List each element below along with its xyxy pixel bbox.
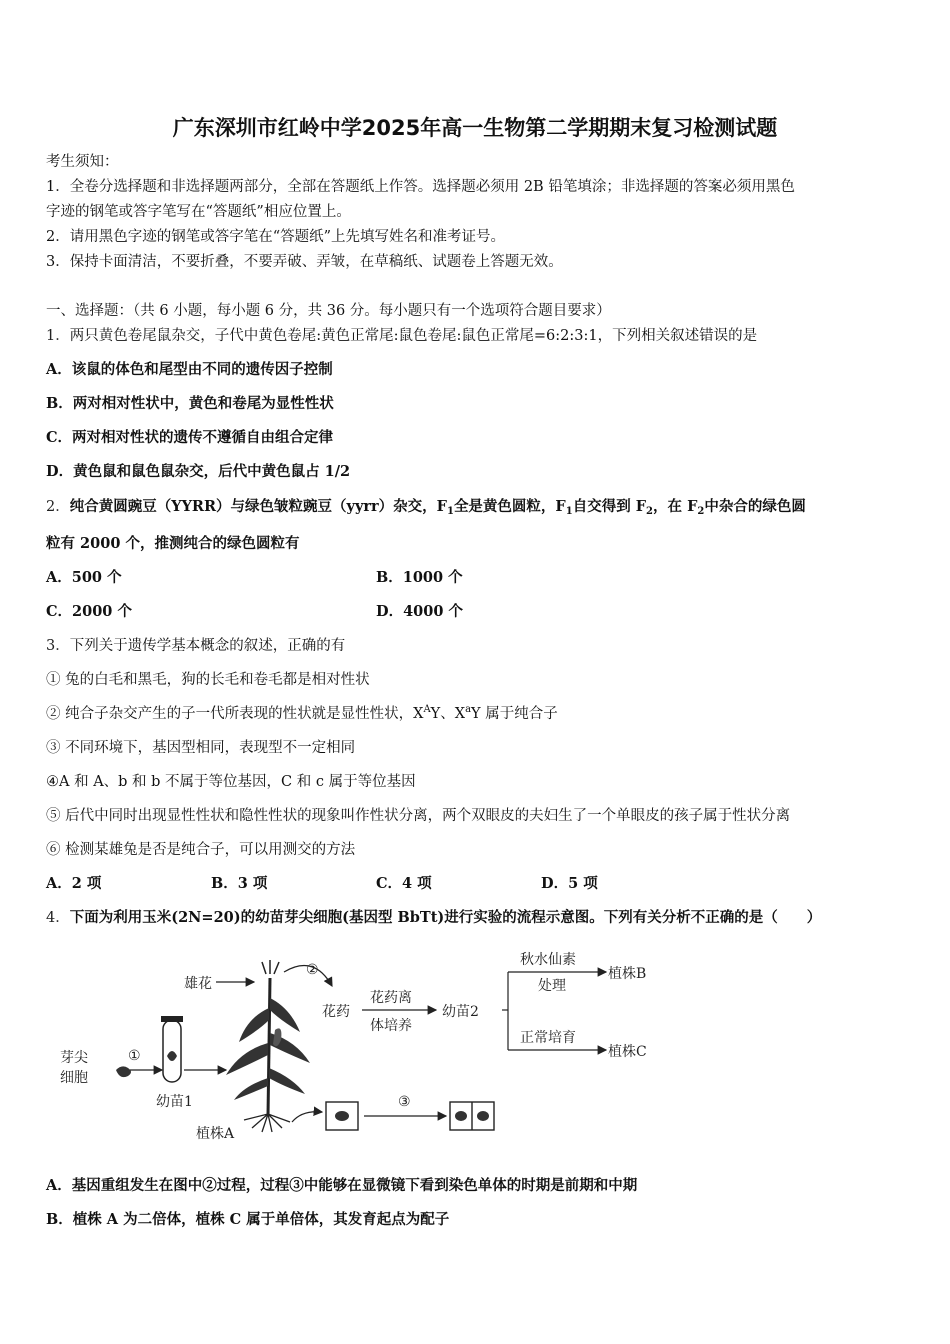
question-1-option-c: C．两对相对性状的遗传不遵循自由组合定律 [46,429,334,446]
question-text: 纯合黄圆豌豆（YYRR）与绿色皱粒豌豆（yyrr）杂交，F [69,498,447,515]
question-2-option-b: B．1000 个 [376,569,463,586]
notice-item-3: 3．保持卡面清洁，不要折叠，不要弄破、弄皱，在草稿纸、试题卷上答题无效。 [46,254,563,270]
question-text: 自交得到 F [572,498,647,515]
question-2-stem [46,497,806,517]
colchicine-label-1: 秋水仙素 [520,952,576,968]
bud-cell-label-1: 芽尖 [60,1050,88,1066]
plant-c-label: 植株C [608,1044,647,1060]
question-number: 1． [46,328,70,344]
notice-item-2: 2．请用黑色字迹的钢笔或答字笔在“答题纸”上先填写姓名和准考证号。 [46,229,506,245]
question-number: 3． [46,638,70,654]
corn-plant-icon [226,960,310,1132]
subscript: 2 [697,506,705,517]
notice-heading: 考生须知： [46,154,119,170]
step-1-label: ① [128,1048,141,1064]
question-1-option-d: D．黄色鼠和鼠色鼠杂交，后代中黄色鼠占 1/2 [46,463,351,480]
step-3-label: ③ [398,1094,411,1110]
notice-item-1-line2: 字迹的钢笔或答字笔写在“答题纸”相应位置上。 [46,204,351,220]
statement-text: ② 纯合子杂交产生的子一代所表现的性状就是显性性状，X [46,706,424,722]
question-3-option-a: A．2 项 [46,875,102,892]
subscript: 1 [565,506,573,517]
bud-cell-shape [116,1066,131,1077]
question-1-option-b: B．两对相对性状中，黄色和卷尾为显性性状 [46,395,334,412]
seedling-2-label: 幼苗2 [442,1004,479,1020]
statement-1: ① 兔的白毛和黑毛，狗的长毛和卷毛都是相对性状 [46,672,370,688]
question-text: 下列关于遗传学基本概念的叙述，正确的有 [69,638,346,654]
question-number: 4． [46,910,70,926]
question-4-stem [46,908,821,928]
question-2-option-d: D．4000 个 [376,603,463,620]
plant-b-label: 植株B [608,966,647,982]
question-3-option-c: C．4 项 [376,875,432,892]
question-2-option-c: C．2000 个 [46,603,132,620]
question-1-option-a: A．该鼠的体色和尾型由不同的遗传因子控制 [46,361,333,378]
flow-diagram [46,938,716,1148]
subscript: 1 [446,506,454,517]
question-text: 中杂合的绿色圆 [704,498,806,515]
question-1-stem [46,326,757,346]
question-2-stem-line2: 粒有 2000 个，推测纯合的绿色圆粒有 [46,535,300,552]
page-title: 广东深圳市红岭中学2025年高一生物第二学期期末复习检测试题 [172,116,778,140]
question-2-option-a: A．500 个 [46,569,122,586]
normal-culture-label: 正常培育 [520,1030,576,1046]
colchicine-label-2: 处理 [538,978,566,994]
statement-2 [46,704,558,724]
statement-text: Y、X [430,706,466,722]
question-4-option-b: B．植株 A 为二倍体，植株 C 属于单倍体，其发育起点为配子 [46,1211,450,1228]
section-heading: 一、选择题：（共 6 小题，每小题 6 分，共 36 分。每小题只有一个选项符合题目要求） [46,303,611,319]
anther-culture-label-2: 体培养 [370,1018,412,1034]
question-3-option-d: D．5 项 [541,875,598,892]
superscript: a [465,704,472,715]
subscript: 2 [646,506,654,517]
anther-label: 花药 [322,1004,350,1020]
question-text: 全是黄色圆粒，F [453,498,566,515]
plant-a-label: 植株A [196,1126,235,1142]
question-text: 下面为利用玉米(2N=20)的幼苗芽尖细胞(基因型 BbTt)进行实验的流程示意图。下列有关分析不正确的是（ ） [69,909,822,926]
male-flower-label: 雄花 [184,976,212,992]
seedling-1-label: 幼苗1 [156,1094,193,1110]
statement-5: ⑤ 后代中同时出现显性性状和隐性性状的现象叫作性状分离，两个双眼皮的夫妇生了一个单眼皮的孩子属于性状分离 [46,808,791,824]
cell-nucleus [335,1111,349,1121]
statement-3: ③ 不同环境下，基因型相同，表现型不一定相同 [46,740,356,756]
superscript: A [423,704,431,715]
divided-cells-icon [450,1102,494,1130]
arrow-root-to-cell [292,1112,322,1122]
test-tube-cap [161,1016,183,1022]
question-text: ，在 F [653,498,698,515]
anther-culture-label-1: 花药离 [370,990,412,1006]
question-number: 2． [46,499,70,515]
statement-6: ⑥ 检测某雄兔是否是纯合子，可以用测交的方法 [46,842,356,858]
bud-cell-label-2: 细胞 [60,1070,88,1086]
statement-4: ④A 和 A、b 和 b 不属于等位基因，C 和 c 属于等位基因 [46,774,416,790]
statement-text: Y 属于纯合子 [471,706,558,722]
question-3-option-b: B．3 项 [211,875,268,892]
question-text: 两只黄色卷尾鼠杂交，子代中黄色卷尾:黄色正常尾:鼠色卷尾:鼠色正常尾=6:2:3:1，下列相关叙述错误的是 [69,328,758,344]
question-3-stem [46,636,345,656]
question-4-option-a: A．基因重组发生在图中②过程，过程③中能够在显微镜下看到染色单体的时期是前期和中期 [46,1177,638,1194]
notice-item-1-line1: 1．全卷分选择题和非选择题两部分，全部在答题纸上作答。选择题必须用 2B 铅笔填涂；非选择题的答案必须用黑色 [46,179,795,195]
step-2-label: ② [306,962,319,978]
